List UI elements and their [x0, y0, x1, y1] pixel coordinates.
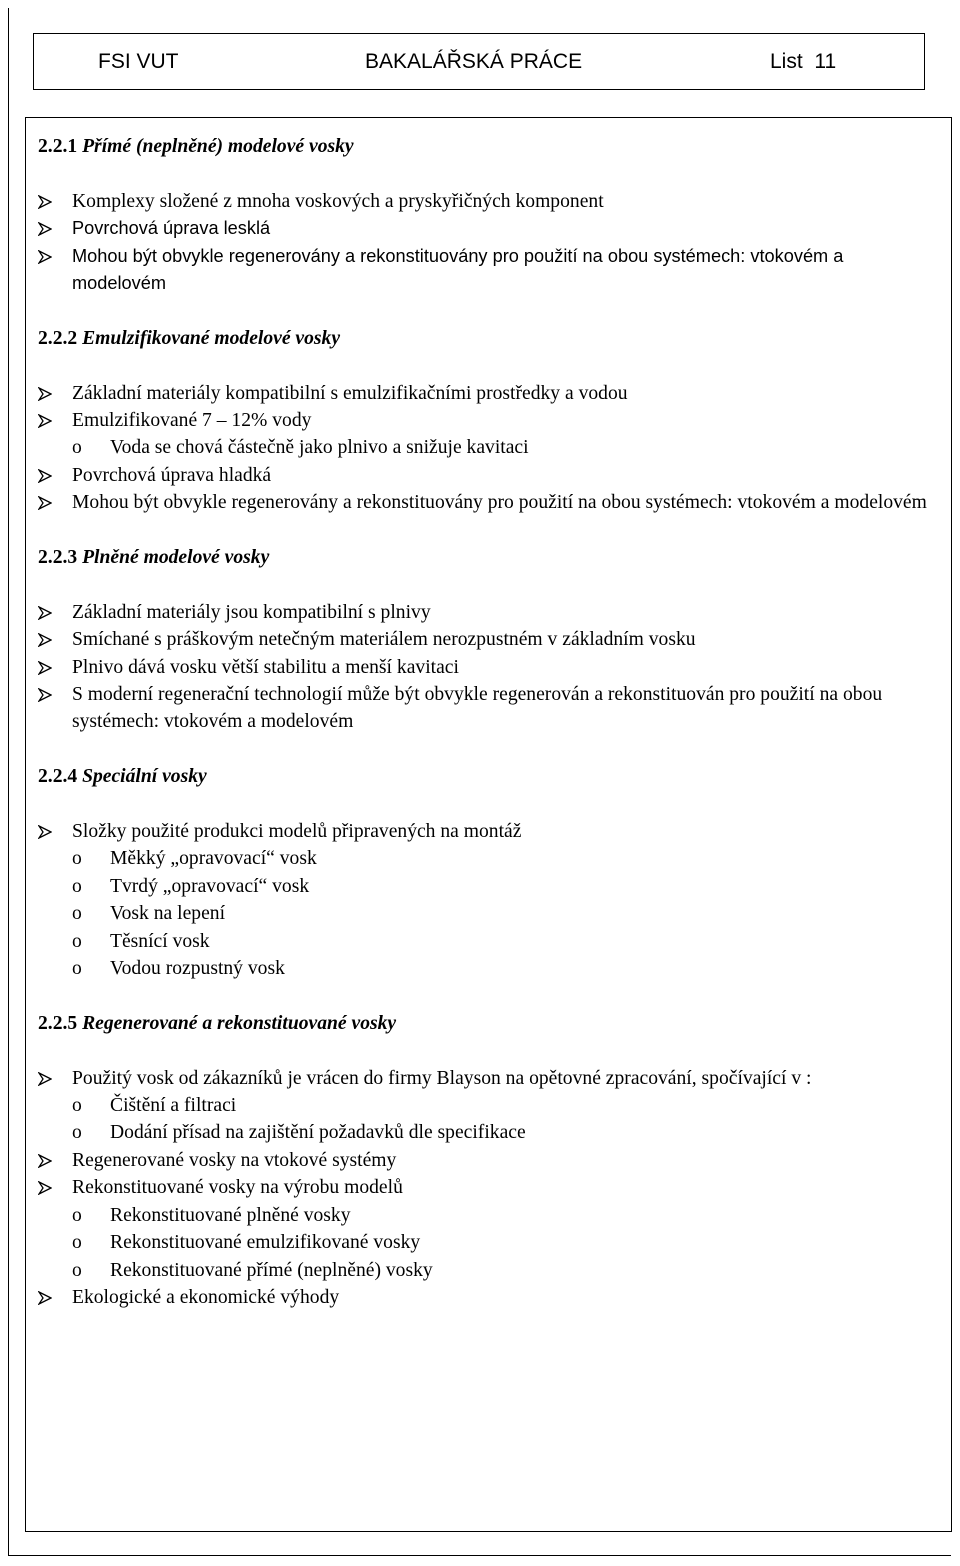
arrow-bullet-icon	[38, 250, 52, 264]
list-item-text: Mohou být obvykle regenerovány a rekonstituovány pro použití na obou systémech: vtokovém a modelovém	[72, 245, 844, 294]
page-header	[33, 33, 925, 90]
arrow-bullet-icon	[38, 469, 52, 483]
list-item-text: Plnivo dává vosku větší stabilitu a menší kavitaci	[72, 656, 459, 678]
sub-list-item	[38, 1092, 928, 1119]
section-number: 2.2.2	[38, 327, 78, 349]
sub-list-item	[38, 1257, 928, 1284]
circle-bullet-icon: o	[72, 958, 82, 980]
section-number: 2.2.3	[38, 547, 78, 569]
sub-list-item-text: Tvrdý „opravovací“ vosk	[110, 875, 310, 897]
arrow-bullet-icon	[38, 633, 52, 647]
circle-bullet-icon: o	[72, 1095, 82, 1117]
sub-list-item-text: Voda se chová částečně jako plnivo a snižuje kavitaci	[110, 437, 529, 459]
list-item-text: Složky použité produkci modelů připravených na montáž	[72, 821, 522, 843]
circle-bullet-icon: o	[72, 875, 82, 897]
section-heading	[38, 544, 928, 571]
list-item-text: Povrchová úprava hladká	[72, 464, 272, 486]
list-item	[38, 188, 928, 215]
arrow-bullet-icon	[38, 606, 52, 620]
list-item-text: Komplexy složené z mnoha voskových a pryskyřičných komponent	[72, 190, 604, 212]
arrow-bullet-icon	[38, 414, 52, 428]
spacer	[38, 352, 928, 379]
spacer	[38, 736, 928, 763]
circle-bullet-icon: o	[72, 930, 82, 952]
sub-list-item-text: Dodání přísad na zajištění požadavků dle specifikace	[110, 1122, 526, 1144]
arrow-bullet-icon	[38, 1072, 52, 1086]
header-faculty: FSI VUT	[98, 50, 179, 73]
list-item	[38, 380, 928, 407]
spacer	[38, 1037, 928, 1064]
section-number: 2.2.1	[38, 136, 78, 157]
sub-list	[38, 434, 928, 461]
header-page-number: List 11	[770, 50, 837, 73]
spacer	[38, 982, 928, 1009]
list-item	[38, 1174, 928, 1201]
list-item	[38, 489, 928, 516]
bullet-list	[38, 380, 928, 517]
bullet-list	[38, 818, 928, 982]
arrow-bullet-icon	[38, 195, 52, 209]
section-title-text: Plněné modelové vosky	[82, 547, 270, 569]
section-heading	[38, 763, 928, 790]
list-item-text: Použitý vosk od zákazníků je vrácen do firmy Blayson na opětovné zpracování, spočívající v :	[72, 1067, 812, 1089]
section-title-text: Emulzifikované modelové vosky	[82, 327, 341, 349]
bullet-list	[38, 599, 928, 736]
section-title-text: Speciální vosky	[82, 766, 207, 788]
section-heading	[38, 133, 928, 160]
arrow-bullet-icon	[38, 1154, 52, 1168]
list-item-text: Smíchané s práškovým netečným materiálem nerozpustném v základním vosku	[72, 629, 696, 651]
arrow-bullet-icon	[38, 825, 52, 839]
section-number: 2.2.4	[38, 766, 78, 788]
list-item	[38, 599, 928, 626]
circle-bullet-icon: o	[72, 1232, 82, 1254]
circle-bullet-icon: o	[72, 1122, 82, 1144]
list-item-text: Základní materiály kompatibilní s emulzifikačními prostředky a vodou	[72, 382, 628, 404]
spacer	[38, 791, 928, 818]
arrow-bullet-icon	[38, 222, 52, 236]
arrow-bullet-icon	[38, 1291, 52, 1305]
list-item	[38, 626, 928, 653]
sub-list-item	[38, 955, 928, 982]
sub-list	[38, 1092, 928, 1147]
sub-list-item-text: Čištění a filtraci	[110, 1095, 237, 1117]
arrow-bullet-icon	[38, 661, 52, 675]
list-item-text: Základní materiály jsou kompatibilní s plnivy	[72, 601, 431, 623]
list-item	[38, 215, 928, 242]
sub-list-item-text: Rekonstituované plněné vosky	[110, 1204, 351, 1226]
spacer	[38, 297, 928, 324]
sub-list-item-text: Rekonstituované přímé (neplněné) vosky	[110, 1259, 433, 1281]
list-item-text: Ekologické a ekonomické výhody	[72, 1286, 340, 1308]
sub-list-item	[38, 873, 928, 900]
spacer	[38, 517, 928, 544]
arrow-bullet-icon	[38, 496, 52, 510]
list-item	[38, 462, 928, 489]
section-heading	[38, 1010, 928, 1037]
sub-list-item	[38, 1119, 928, 1146]
sub-list-item-text: Měkký „opravovací“ vosk	[110, 848, 317, 870]
sub-list-wrapper	[38, 845, 928, 982]
sub-list-item-text: Těsnící vosk	[110, 930, 210, 952]
sub-list-item-text: Vodou rozpustný vosk	[110, 958, 285, 980]
arrow-bullet-icon	[38, 387, 52, 401]
sub-list-wrapper	[38, 1202, 928, 1284]
sub-list-wrapper	[38, 434, 928, 461]
bullet-list	[38, 1065, 928, 1312]
list-item	[38, 654, 928, 681]
arrow-bullet-icon	[38, 1181, 52, 1195]
circle-bullet-icon: o	[72, 437, 82, 459]
circle-bullet-icon: o	[72, 903, 82, 925]
sub-list-item	[38, 845, 928, 872]
section-number: 2.2.5	[38, 1012, 78, 1034]
list-item	[38, 407, 928, 434]
header-document-type: BAKALÁŘSKÁ PRÁCE	[365, 50, 583, 73]
list-item-text: S moderní regenerační technologií může být obvykle regenerován a rekonstituován pro použití na obou systémech: vtokovém a modelovém	[72, 684, 883, 733]
sub-list	[38, 1202, 928, 1284]
sub-list-item	[38, 900, 928, 927]
sub-list-item	[38, 434, 928, 461]
list-item	[38, 1284, 928, 1311]
spacer	[38, 571, 928, 598]
spacer	[38, 160, 928, 187]
circle-bullet-icon: o	[72, 848, 82, 870]
list-item	[38, 1147, 928, 1174]
sub-list-item	[38, 1202, 928, 1229]
list-item	[38, 1065, 928, 1092]
arrow-bullet-icon	[38, 688, 52, 702]
list-item	[38, 818, 928, 845]
circle-bullet-icon: o	[72, 1259, 82, 1281]
sub-list-wrapper	[38, 1092, 928, 1147]
sub-list-item	[38, 928, 928, 955]
list-item-text: Regenerované vosky na vtokové systémy	[72, 1149, 397, 1171]
section-heading	[38, 325, 928, 352]
list-item-text: Povrchová úprava lesklá	[72, 218, 271, 239]
bullet-list	[38, 188, 928, 298]
sub-list-item-text: Vosk na lepení	[110, 903, 226, 925]
list-item	[38, 243, 928, 298]
list-item-text: Emulzifikované 7 – 12% vody	[72, 410, 312, 432]
sub-list-item	[38, 1229, 928, 1256]
sub-list-item-text: Rekonstituované emulzifikované vosky	[110, 1232, 421, 1254]
section-title-text: Přímé (neplněné) modelové vosky	[82, 136, 354, 157]
document-body	[38, 133, 928, 1311]
list-item-text: Mohou být obvykle regenerovány a rekonstituovány pro použití na obou systémech: vtokovém a modelovém	[72, 492, 927, 514]
sub-list	[38, 845, 928, 982]
list-item	[38, 681, 928, 736]
section-title-text: Regenerované a rekonstituované vosky	[82, 1012, 397, 1034]
list-item-text: Rekonstituované vosky na výrobu modelů	[72, 1177, 403, 1199]
circle-bullet-icon: o	[72, 1204, 82, 1226]
